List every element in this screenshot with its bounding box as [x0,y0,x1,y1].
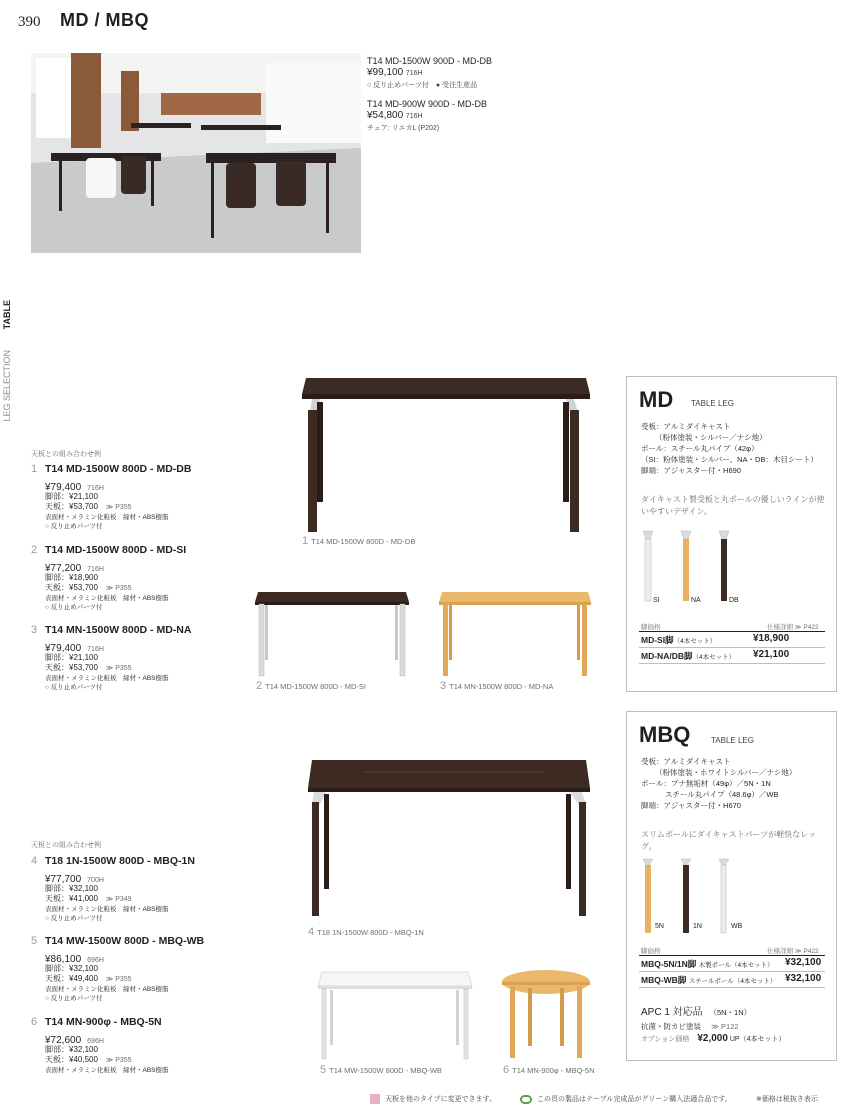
apc-price: ¥2,000 [697,1033,728,1044]
md-leg-label-si: SI [653,597,660,604]
md-row-rule [639,663,825,664]
md-price-header: 脚価格 [641,624,661,631]
item-name: T14 MN-1500W 800D - MD-NA [45,624,192,636]
photo-model-1: T14 MD-1500W 900D - MD-DB [367,56,493,66]
side-tab-section: TABLE [2,300,12,330]
item-top-price: 天板：¥40,500 [45,1055,98,1064]
mbq-box-title: MBQ [639,722,691,747]
item-ref[interactable]: ≫ P355 [105,665,132,672]
item-note: ○ 反り止めパーツ付 [45,604,103,611]
apc-coating: 抗菌・防カビ塗装 [641,1022,701,1031]
caption-number: 6 [503,1064,510,1076]
row-price: ¥21,100 [753,649,790,660]
photo-chair: チェア: リエカL (P202) [367,125,440,132]
photo-price-1: ¥99,100 [367,67,404,78]
md-box-title: MD [639,387,674,412]
item-leg-price: 脚部：¥21,100 [45,653,98,662]
mbq-row-rule [639,971,825,972]
caption-number: 2 [256,680,263,692]
image-caption-4 [308,926,424,938]
item-price: ¥79,400 [45,643,82,654]
md-spec-4: （SI：粉体塗装・シルバー、NA・DB：木目シート） [641,455,818,464]
item-leg-price: 脚部：¥32,100 [45,964,98,973]
mbq-table-rule [639,955,825,956]
apc-option-label: オプション価格 [641,1036,690,1043]
caption-text: T14 MW-1500W 800D - MBQ-WB [329,1066,442,1075]
mbq-row-rule [639,987,825,988]
mbq-price-row-2 [641,974,827,986]
md-spec-3: ポール：スチール丸パイプ（42φ） [641,444,759,453]
series-title: MD / MBQ [60,10,149,30]
item-4 [31,855,241,935]
row-unit: （4本セット） [673,638,717,645]
mbq-spec-4: スチール丸パイプ（48.6φ）／WB [665,790,779,799]
photo-price-2: ¥54,800 [367,110,404,121]
caption-text: T14 MN-900φ - MBQ-5N [512,1066,595,1075]
table-md-si-image [252,590,412,678]
item-price: ¥79,400 [45,482,82,493]
item-ref[interactable]: ≫ P355 [105,976,132,983]
item-material: 表面材・メラミン化粧板 縁材・ABS樹脂 [45,595,169,602]
item-material: 表面材・メラミン化粧板 縁材・ABS樹脂 [45,514,169,521]
item-ref[interactable]: ≫ P355 [105,585,132,592]
item-note: ○ 反り止めパーツ付 [45,523,103,530]
item-ref[interactable]: ≫ P355 [105,504,132,511]
item-number: 5 [31,935,38,947]
item-name: T18 1N-1500W 800D - MBQ-1N [45,855,195,867]
md-price-row-1 [641,634,827,646]
row-unit: （4本セット） [692,654,736,661]
item-height: 716H [87,485,104,492]
md-table-rule [639,631,825,632]
row-price: ¥32,100 [785,973,822,984]
item-number: 2 [31,544,38,556]
footer-note-2-wrap [520,1094,732,1104]
table-mbq-5n-image [500,968,592,1062]
cafeteria-photo [31,53,361,253]
side-tab-subsection: LEG SELECTION [2,350,12,422]
item-name: T14 MD-1500W 800D - MD-SI [45,544,187,556]
mbq-spec-1: 受板：アルミダイキャスト [641,757,731,766]
item-note: ○ 反り止めパーツ付 [45,995,103,1002]
item-top-price: 天板：¥53,700 [45,663,98,672]
item-note: ○ 反り止めパーツ付 [45,684,103,691]
caption-text: T14 MD-1500W 800D - MD-DB [311,537,416,546]
mbq-box-subtitle: TABLE LEG [711,736,754,745]
md-group-label: 天板との組み合わせ例 [31,451,101,458]
row-name: MBQ-WB脚 [641,975,687,985]
row-price: ¥32,100 [785,957,822,968]
mbq-description: スリムポールにダイキャストパーツが軽快なレッグ。 [641,830,817,851]
caption-text: T14 MN-1500W 800D - MD-NA [449,682,554,691]
md-leg-box [626,376,837,692]
md-leg-label-db: DB [729,597,739,604]
mbq-leg-label-5n: 5N [655,923,664,930]
page-number: 390 [18,14,41,30]
mbq-price-row-1 [641,958,827,970]
caption-text: T14 MD-1500W 800D - MD-SI [265,682,366,691]
item-number: 6 [31,1016,38,1028]
photo-notes-1: ○ 反り止めパーツ付 ● 受注生産品 [367,82,478,89]
item-price: ¥77,700 [45,874,82,885]
item-ref[interactable]: ≫ P355 [105,1057,132,1064]
item-price: ¥86,100 [45,954,82,965]
item-top-price: 天板：¥49,400 [45,974,98,983]
item-material: 表面材・メラミン化粧板 縁材・ABS樹脂 [45,675,169,682]
item-height: 716H [87,646,104,653]
item-material: 表面材・メラミン化粧板 縁材・ABS樹脂 [45,1067,169,1074]
row-unit: 木製ポール（4本セット） [698,962,774,969]
mbq-price-header: 脚価格 [641,948,661,955]
item-2 [31,544,241,624]
item-top-price: 天板：¥53,700 [45,502,98,511]
apc-sub: （5N・1N） [709,1008,752,1017]
row-price: ¥18,900 [753,633,790,644]
apc-line-2 [641,1033,786,1044]
row-name: MD-SI脚 [641,635,674,645]
apc-title-line [641,1003,751,1018]
item-price: ¥77,200 [45,563,82,574]
footer-note-1: 天板を他のタイプに変更できます。 [385,1096,497,1103]
item-1 [31,463,241,543]
mbq-group-label: 天板との組み合わせ例 [31,842,101,849]
md-row-rule [639,647,825,648]
mbq-spec-2: （粉体塗装・ホワイトシルバー／ナシ地） [655,768,797,777]
caption-number: 3 [440,680,447,692]
item-material: 表面材・メラミン化粧板 縁材・ABS樹脂 [45,986,169,993]
apc-ref[interactable]: ≫ P122 [711,1022,739,1031]
table-mbq-1n-image [304,756,594,921]
item-leg-price: 脚部：¥32,100 [45,884,98,893]
item-3 [31,624,241,704]
mbq-detail-header[interactable]: 仕様詳細 ≫ P422 [767,948,819,955]
md-description: ダイキャスト製受板と丸ポールの優しいラインが使いやすいデザイン。 [641,495,825,516]
caption-number: 4 [308,926,315,938]
item-number: 1 [31,463,38,475]
caption-number: 1 [302,535,309,547]
table-md-db-image [298,372,593,537]
photo-model-2: T14 MD-900W 900D - MD-DB [367,99,488,109]
item-leg-price: 脚部：¥32,100 [45,1045,98,1054]
item-height: 696H [87,957,104,964]
item-price: ¥72,600 [45,1035,82,1046]
caption-text: T18 1N-1500W 800D - MBQ-1N [317,928,424,937]
item-6 [31,1016,241,1076]
table-mbq-wb-image [316,970,476,1062]
item-height: 716H [87,566,104,573]
item-leg-price: 脚部：¥21,100 [45,492,98,501]
item-name: T14 MN-900φ - MBQ-5N [45,1016,162,1028]
caption-number: 5 [320,1064,327,1076]
item-number: 4 [31,855,38,867]
photo-height-1: 716H [405,70,423,77]
row-name: MBQ-5N/1N脚 [641,959,697,969]
item-number: 3 [31,624,38,636]
item-5 [31,935,241,1015]
item-material: 表面材・メラミン化粧板 縁材・ABS樹脂 [45,906,169,913]
md-detail-header[interactable]: 仕様詳細 ≫ P422 [767,624,819,631]
footer-note-3: ※価格は税抜き表示 [756,1096,818,1103]
item-top-price: 天板：¥53,700 [45,583,98,592]
table-md-na-image [436,590,594,678]
swap-top-icon [370,1094,380,1104]
md-leg-label-na: NA [691,597,701,604]
row-unit: スチールポール（4本セット） [688,978,777,985]
mbq-spec-3: ポール：ブナ無垢材（49φ）／5N・1N [641,779,771,788]
md-spec-5: 脚端：アジャスター付・H690 [641,466,741,475]
image-caption-6 [503,1064,595,1076]
item-name: T14 MW-1500W 800D - MBQ-WB [45,935,205,947]
footer-note-2: この頁の製品はテーブル完成品がグリーン購入法適合品です。 [537,1096,732,1103]
photo-height-2: 716H [405,113,423,120]
item-leg-price: 脚部：¥18,900 [45,573,98,582]
item-ref[interactable]: ≫ P349 [105,896,132,903]
green-purchase-icon [520,1095,532,1104]
apc-title: APC 1 対応品 [641,1007,703,1018]
mbq-leg-label-wb: WB [731,923,743,930]
item-note: ○ 反り止めパーツ付 [45,915,103,922]
item-name: T14 MD-1500W 800D - MD-DB [45,463,192,475]
md-spec-2: （粉体塗装・シルバー／ナシ地） [655,433,767,442]
footer-note-1-wrap [370,1094,496,1104]
side-tab [2,300,16,440]
image-caption-3 [440,680,553,692]
md-spec-1: 受板：アルミダイキャスト [641,422,731,431]
apc-line-1 [641,1021,739,1032]
cafeteria-scene-image [31,53,361,253]
row-name: MD-NA/DB脚 [641,651,693,661]
apc-unit: UP（4本セット） [729,1036,786,1043]
mbq-leg-label-1n: 1N [693,923,702,930]
item-height: 700H [87,877,104,884]
item-top-price: 天板：¥41,000 [45,894,98,903]
image-caption-2 [256,680,366,692]
item-height: 696H [87,1038,104,1045]
image-caption-5 [320,1064,442,1076]
image-caption-1 [302,535,415,547]
mbq-leg-box [626,711,837,1061]
md-box-subtitle: TABLE LEG [691,399,734,408]
mbq-spec-5: 脚端：アジャスター付・H670 [641,801,741,810]
photo-caption [367,55,547,135]
md-price-row-2 [641,650,827,662]
